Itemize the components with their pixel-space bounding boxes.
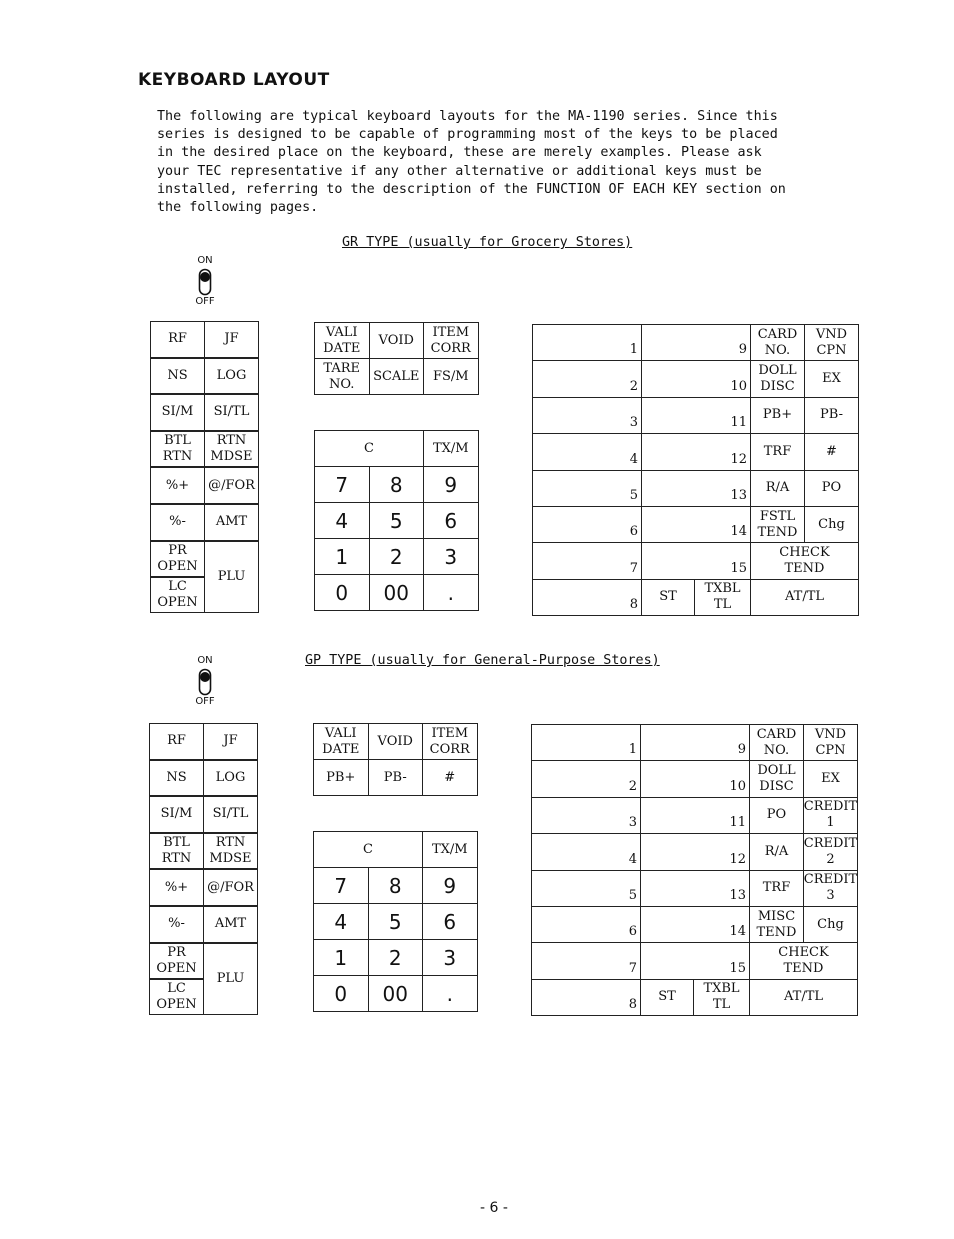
key-label: LOG <box>216 367 247 383</box>
key-amt[interactable] <box>204 504 259 541</box>
key-label: 6 <box>444 508 458 533</box>
key-label: 8 <box>389 472 403 497</box>
numpad-key-7[interactable] <box>368 939 424 976</box>
key-label: . <box>446 981 453 1006</box>
key-label: 1 <box>335 544 349 569</box>
key-label: PB+ <box>762 407 793 423</box>
key-label: # <box>826 443 837 459</box>
key-pr-open[interactable] <box>150 541 205 578</box>
numbered-key-13[interactable] <box>641 470 751 507</box>
numbered-key-2[interactable] <box>532 360 642 397</box>
key-label: CARD NO. <box>757 326 798 358</box>
numbered-key-13[interactable] <box>640 870 750 907</box>
switch-on-label: ON <box>197 255 213 266</box>
func-key-3-a[interactable] <box>749 833 804 870</box>
numpad-key-8[interactable] <box>423 538 479 575</box>
key-label: 6 <box>443 909 457 934</box>
key-rf[interactable] <box>149 723 204 760</box>
key-jf[interactable] <box>203 723 258 760</box>
key--[interactable] <box>149 906 204 943</box>
numbered-key-1[interactable] <box>532 324 642 361</box>
key-label: LC OPEN <box>156 980 197 1012</box>
key-label: BTL RTN <box>161 835 192 867</box>
mid-key-3[interactable] <box>314 358 370 395</box>
key-btl-rtn[interactable] <box>149 833 204 870</box>
key-label: DOLL DISC <box>758 363 797 395</box>
numbered-key-9[interactable] <box>641 324 751 361</box>
key-lc-open[interactable] <box>149 979 204 1015</box>
key-label: TXBL TL <box>703 981 740 1013</box>
key--for[interactable] <box>203 869 258 906</box>
key-number: 6 <box>629 524 638 540</box>
key-label: AT/TL <box>783 989 824 1005</box>
key-label: 4 <box>334 909 348 934</box>
numpad-key-5[interactable] <box>423 502 479 539</box>
key-label: JF <box>224 331 239 347</box>
numpad-key-4[interactable] <box>368 903 424 940</box>
mid-key-1[interactable] <box>368 723 424 760</box>
key-number: 7 <box>629 560 638 576</box>
key-label: 5 <box>389 508 403 533</box>
numbered-key-10[interactable] <box>641 360 751 397</box>
toggle-switch-icon <box>198 668 212 696</box>
key-number: 10 <box>730 378 747 394</box>
key-number: 8 <box>629 597 638 613</box>
key-label: 4 <box>335 508 349 533</box>
numpad-key-5[interactable] <box>422 903 478 940</box>
key-label: AT/TL <box>784 589 825 605</box>
key-label: @/FOR <box>208 477 255 493</box>
key-label: CHECK TEND <box>778 945 829 977</box>
key-plu[interactable] <box>204 541 259 613</box>
key-label: 00 <box>382 981 408 1006</box>
key-label: 7 <box>334 873 348 898</box>
numpad-key-11[interactable] <box>422 975 478 1012</box>
key-label: TXBL TL <box>704 581 741 613</box>
key-label: Chg <box>817 916 844 932</box>
numbered-key-7[interactable] <box>531 942 641 979</box>
key-rtn-mdse[interactable] <box>203 833 258 870</box>
func-key-3-b[interactable] <box>804 433 859 470</box>
numpad-key-0[interactable] <box>314 466 370 503</box>
key-label: ST <box>659 589 677 605</box>
func-key-5-b[interactable] <box>804 506 859 543</box>
numpad-key-0[interactable] <box>313 867 369 904</box>
key-label: JF <box>223 733 238 749</box>
key-number: 5 <box>629 487 638 503</box>
key-label: SI/TL <box>212 806 249 822</box>
numbered-key-14[interactable] <box>640 906 750 943</box>
key-st[interactable] <box>640 979 694 1016</box>
key-label: RF <box>167 733 186 749</box>
key-label: %+ <box>164 879 189 895</box>
key-label: C <box>364 440 374 456</box>
key-label: PB- <box>383 769 407 785</box>
key-label: 0 <box>334 981 348 1006</box>
numbered-key-5[interactable] <box>532 470 642 507</box>
key-label: EX <box>821 771 840 787</box>
key-ns[interactable] <box>150 358 205 395</box>
mid-key-2[interactable] <box>423 322 479 359</box>
key--[interactable] <box>150 467 205 504</box>
key-label: CREDIT 1 <box>803 799 858 831</box>
key-si-m[interactable] <box>149 796 204 833</box>
key-number: 12 <box>730 451 747 467</box>
key-label: MISC TEND <box>756 908 797 940</box>
intro-line: the following pages. <box>157 200 319 216</box>
key-clear[interactable] <box>314 430 424 467</box>
key-label: AMT <box>215 514 248 530</box>
numpad-key-6[interactable] <box>313 939 369 976</box>
mid-key-5[interactable] <box>423 358 479 395</box>
key--[interactable] <box>149 869 204 906</box>
func-key-2-b[interactable] <box>804 397 859 434</box>
key-at-tl[interactable] <box>749 979 858 1016</box>
func-key-3-b[interactable] <box>803 833 858 870</box>
key-label: SI/TL <box>213 404 250 420</box>
key-label: CARD NO. <box>756 726 797 758</box>
key-st[interactable] <box>641 579 695 616</box>
key-label: CREDIT 2 <box>803 835 858 867</box>
key-label: %+ <box>165 477 190 493</box>
key-label: CREDIT 3 <box>803 872 858 904</box>
func-key-4-b[interactable] <box>804 470 859 507</box>
numbered-key-5[interactable] <box>531 870 641 907</box>
numbered-key-3[interactable] <box>531 797 641 834</box>
key-label: NS <box>166 769 187 785</box>
func-key-4-a[interactable] <box>749 870 804 907</box>
gp-mode-switch[interactable] <box>190 655 220 708</box>
key--[interactable] <box>150 504 205 541</box>
intro-line: installed, referring to the description of the FUNCTION OF EACH KEY section on <box>157 181 786 197</box>
key-label: 3 <box>443 945 457 970</box>
switch-on-label: ON <box>197 655 213 666</box>
mid-key-2[interactable] <box>422 723 478 760</box>
numbered-key-11[interactable] <box>641 397 751 434</box>
func-key-4-b[interactable] <box>803 870 858 907</box>
numbered-key-8[interactable] <box>532 579 642 616</box>
key-number: 4 <box>628 851 637 867</box>
key-label: PO <box>766 807 787 823</box>
numpad-key-9[interactable] <box>313 975 369 1012</box>
key-label: SCALE <box>373 368 420 384</box>
key-number: 7 <box>628 960 637 976</box>
func-key-3-a[interactable] <box>750 433 805 470</box>
numpad-key-8[interactable] <box>422 939 478 976</box>
numpad-key-2[interactable] <box>423 466 479 503</box>
key-label: VOID <box>378 332 414 348</box>
func-key-1-a[interactable] <box>749 760 804 797</box>
numbered-key-9[interactable] <box>640 724 750 761</box>
key-si-m[interactable] <box>150 394 205 431</box>
numbered-key-8[interactable] <box>531 979 641 1016</box>
numbered-key-7[interactable] <box>532 542 642 579</box>
intro-line: The following are typical keyboard layouts for the MA-1190 series. Since this <box>157 109 778 124</box>
key-txbl-tl[interactable] <box>693 979 750 1016</box>
switch-off-label: OFF <box>195 696 215 707</box>
numpad-key-7[interactable] <box>369 538 425 575</box>
key-label: ITEM CORR <box>429 725 470 757</box>
func-key-2-a[interactable] <box>749 797 804 834</box>
key-number: 15 <box>730 560 747 576</box>
key--for[interactable] <box>204 467 259 504</box>
key-label: TX/M <box>432 440 469 456</box>
func-key-4-a[interactable] <box>750 470 805 507</box>
numbered-key-6[interactable] <box>531 906 641 943</box>
key-label: R/A <box>764 843 789 859</box>
key-number: 9 <box>737 742 746 758</box>
key-label: CHECK TEND <box>779 545 830 577</box>
key-number: 12 <box>729 851 746 867</box>
key-label: LOG <box>215 769 246 785</box>
key-rtn-mdse[interactable] <box>204 431 259 468</box>
key-label: VOID <box>377 733 413 749</box>
intro-line: in the desired place on the keyboard, these are merely examples. Please ask <box>157 145 762 161</box>
key-label: LC OPEN <box>157 578 198 610</box>
key-label: SI/M <box>160 806 193 822</box>
numpad-key-4[interactable] <box>369 502 425 539</box>
key-label: 0 <box>335 580 349 605</box>
mid-key-4[interactable] <box>369 358 425 395</box>
key-tx-m[interactable] <box>422 831 478 868</box>
key-number: 13 <box>730 487 747 503</box>
key-label: PR OPEN <box>156 944 197 976</box>
func-key-2-b[interactable] <box>803 797 858 834</box>
key-label: VALI DATE <box>323 324 361 356</box>
mid-key-5[interactable] <box>422 759 478 796</box>
func-key-1-b[interactable] <box>803 760 858 797</box>
key-label: # <box>444 769 456 785</box>
mid-key-0[interactable] <box>314 322 370 359</box>
numpad-key-9[interactable] <box>314 574 370 611</box>
key-label: 2 <box>389 544 403 569</box>
key-label: VALI DATE <box>322 725 360 757</box>
key-si-tl[interactable] <box>203 796 258 833</box>
func-key-5-b[interactable] <box>803 906 858 943</box>
page-heading: KEYBOARD LAYOUT <box>138 70 330 90</box>
key-txbl-tl[interactable] <box>694 579 751 616</box>
key-jf[interactable] <box>204 321 259 358</box>
toggle-switch-icon <box>198 268 212 296</box>
numbered-key-14[interactable] <box>641 506 751 543</box>
key-number: 14 <box>729 924 746 940</box>
numpad-key-1[interactable] <box>368 867 424 904</box>
key-number: 11 <box>730 415 747 431</box>
key-label: 8 <box>388 873 402 898</box>
key-number: 10 <box>729 778 746 794</box>
numpad-key-11[interactable] <box>423 574 479 611</box>
key-label: SI/M <box>161 404 194 420</box>
key-label: R/A <box>765 480 790 496</box>
key-label: RTN MDSE <box>210 433 253 465</box>
numbered-key-6[interactable] <box>532 506 642 543</box>
numbered-key-12[interactable] <box>640 833 750 870</box>
key-number: 2 <box>629 378 638 394</box>
numbered-key-2[interactable] <box>531 760 641 797</box>
key-number: 14 <box>730 524 747 540</box>
key-number: 5 <box>628 887 637 903</box>
key-btl-rtn[interactable] <box>150 431 205 468</box>
key-number: 4 <box>629 451 638 467</box>
key-label: C <box>363 841 373 857</box>
func-key-0-a[interactable] <box>750 324 805 361</box>
key-label: Chg <box>818 516 845 532</box>
key-label: %- <box>168 916 185 932</box>
key-plu[interactable] <box>203 943 258 1015</box>
numpad-key-10[interactable] <box>369 574 425 611</box>
numpad-key-1[interactable] <box>369 466 425 503</box>
key-amt[interactable] <box>203 906 258 943</box>
func-key-2-a[interactable] <box>750 397 805 434</box>
func-key-0-b[interactable] <box>803 724 858 761</box>
switch-off-label: OFF <box>195 296 215 307</box>
key-label: NS <box>167 367 188 383</box>
key-pr-open[interactable] <box>149 943 204 980</box>
key-label: 00 <box>383 580 409 605</box>
numbered-key-4[interactable] <box>531 833 641 870</box>
page-number: - 6 - <box>480 1200 508 1216</box>
key-label: PLU <box>217 568 246 584</box>
key-number: 3 <box>629 415 638 431</box>
key-label: TX/M <box>431 841 468 857</box>
key-si-tl[interactable] <box>204 394 259 431</box>
key-log[interactable] <box>204 358 259 395</box>
key-number: 11 <box>729 815 746 831</box>
key-label: PB+ <box>326 769 356 785</box>
key-label: . <box>447 580 454 605</box>
numbered-key-4[interactable] <box>532 433 642 470</box>
func-key-5-a[interactable] <box>749 906 804 943</box>
gr-section-title: GR TYPE (usually for Grocery Stores) <box>342 235 633 250</box>
numpad-key-10[interactable] <box>368 975 424 1012</box>
key-clear[interactable] <box>313 831 423 868</box>
mid-key-4[interactable] <box>368 759 424 796</box>
key-label: %- <box>169 514 186 530</box>
key-number: 9 <box>738 342 747 358</box>
key-number: 13 <box>729 887 746 903</box>
key-label: PR OPEN <box>157 542 198 574</box>
key-label: PO <box>821 480 842 496</box>
key-label: 5 <box>388 909 402 934</box>
intro-paragraph <box>157 108 877 217</box>
numbered-key-12[interactable] <box>641 433 751 470</box>
key-number: 8 <box>628 997 637 1013</box>
mid-key-1[interactable] <box>369 322 425 359</box>
key-number: 6 <box>628 924 637 940</box>
key-ns[interactable] <box>149 760 204 797</box>
key-label: 7 <box>335 472 349 497</box>
key-number: 1 <box>628 742 637 758</box>
mid-key-0[interactable] <box>313 723 369 760</box>
numbered-key-15[interactable] <box>640 942 750 979</box>
key-rf[interactable] <box>150 321 205 358</box>
key-label: 1 <box>334 945 348 970</box>
key-label: @/FOR <box>207 879 254 895</box>
numpad-key-3[interactable] <box>314 502 370 539</box>
key-label: TARE NO. <box>323 360 361 392</box>
key-label: BTL RTN <box>162 433 193 465</box>
key-number: 2 <box>628 778 637 794</box>
key-label: 3 <box>444 544 458 569</box>
numbered-key-11[interactable] <box>640 797 750 834</box>
func-key-1-a[interactable] <box>750 360 805 397</box>
key-label: DOLL DISC <box>757 763 796 795</box>
numbered-key-15[interactable] <box>641 542 751 579</box>
key-label: AMT <box>214 916 247 932</box>
mid-key-3[interactable] <box>313 759 369 796</box>
key-tx-m[interactable] <box>423 430 479 467</box>
key-label: FSTL TEND <box>757 508 798 540</box>
intro-line: your TEC representative if any other alternative or additional keys must be <box>157 163 762 179</box>
func-key-1-b[interactable] <box>804 360 859 397</box>
key-lc-open[interactable] <box>150 577 205 613</box>
numpad-key-6[interactable] <box>314 538 370 575</box>
numbered-key-3[interactable] <box>532 397 642 434</box>
func-key-0-a[interactable] <box>749 724 804 761</box>
func-key-5-a[interactable] <box>750 506 805 543</box>
key-label: 9 <box>444 472 458 497</box>
key-label: ITEM CORR <box>430 324 471 356</box>
key-label: TRF <box>762 880 791 896</box>
key-check-tend[interactable] <box>749 942 858 979</box>
key-label: 2 <box>388 945 402 970</box>
key-label: EX <box>822 371 841 387</box>
intro-line: series is designed to be capable of programming most of the keys to be placed <box>157 127 778 143</box>
key-label: 9 <box>443 873 457 898</box>
key-label: ST <box>658 989 676 1005</box>
key-label: RTN MDSE <box>209 835 252 867</box>
key-at-tl[interactable] <box>750 579 859 616</box>
key-log[interactable] <box>203 760 258 797</box>
gr-mode-switch[interactable] <box>190 255 220 308</box>
gp-section-title: GP TYPE (usually for General-Purpose Stores) <box>305 653 660 668</box>
numbered-key-1[interactable] <box>531 724 641 761</box>
key-number: 3 <box>628 815 637 831</box>
key-number: 1 <box>629 342 638 358</box>
key-label: RF <box>168 331 187 347</box>
key-label: VND CPN <box>814 726 847 758</box>
numbered-key-10[interactable] <box>640 760 750 797</box>
key-label: PLU <box>216 970 245 986</box>
key-label: VND CPN <box>815 326 848 358</box>
key-label: TRF <box>763 443 792 459</box>
func-key-0-b[interactable] <box>804 324 859 361</box>
key-label: FS/M <box>432 368 469 384</box>
key-label: PB- <box>820 407 843 423</box>
key-check-tend[interactable] <box>750 542 859 579</box>
numpad-key-3[interactable] <box>313 903 369 940</box>
numpad-key-2[interactable] <box>422 867 478 904</box>
key-number: 15 <box>729 960 746 976</box>
